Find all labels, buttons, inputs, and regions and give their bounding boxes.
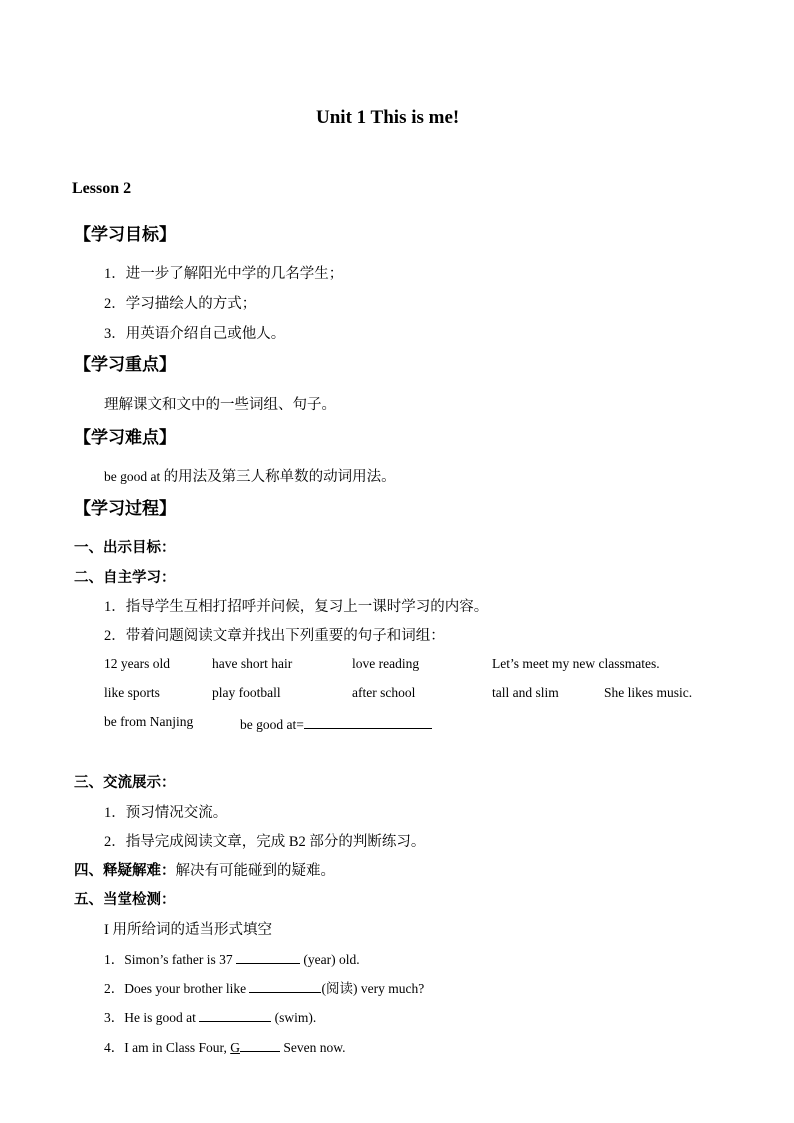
process-heading: 【学习过程】	[74, 499, 176, 518]
question-text: 1．Simon’s father is 37	[104, 952, 236, 967]
question-text: 4．I am in Class Four,	[104, 1040, 231, 1055]
phrase: be from Nanjing	[104, 714, 194, 729]
question-3	[104, 1006, 316, 1026]
difficulty-text	[104, 465, 396, 486]
question-text: (阅读) very much?	[321, 981, 425, 996]
objective-item: 1．进一步了解阳光中学的几名学生；	[104, 266, 344, 282]
difficulty-desc: 的用法及第三人称单数的动词用法。	[163, 469, 396, 485]
focus-text: 理解课文和文中的一些词组、句子。	[104, 397, 336, 413]
question-text: (year) old.	[300, 952, 360, 967]
answer-blank[interactable]	[199, 1007, 271, 1022]
difficulty-heading: 【学习难点】	[74, 428, 176, 447]
section-3-item: 1．预习情况交流。	[104, 805, 228, 821]
section-4-text: 解决有可能碰到的疑难。	[175, 863, 335, 879]
answer-blank[interactable]	[240, 1037, 280, 1052]
question-2	[104, 977, 424, 997]
phrase: tall and slim	[492, 685, 559, 700]
question-4	[104, 1036, 345, 1056]
phrase-fill	[240, 714, 432, 733]
phrase: play football	[212, 685, 281, 700]
section-2-item: 2．带着问题阅读文章并找出下列重要的句子和词组：	[104, 628, 445, 644]
question-text: 2．Does your brother like	[104, 981, 250, 996]
answer-blank[interactable]	[304, 714, 432, 729]
question-text: (swim).	[271, 1010, 317, 1025]
section-4	[74, 859, 335, 880]
phrase: be good at=	[240, 717, 304, 732]
doc-title: Unit 1 This is me!	[316, 107, 460, 128]
question-1	[104, 948, 360, 968]
phrase: like sports	[104, 685, 160, 700]
phrase: 12 years old	[104, 656, 170, 671]
phrase: She likes music.	[604, 685, 693, 700]
phrase: Let’s meet my new classmates.	[492, 656, 660, 671]
objectives-heading: 【学习目标】	[74, 225, 176, 244]
section-2-label: 二、自主学习：	[74, 570, 176, 586]
phrase: have short hair	[212, 656, 293, 671]
section-5-label: 五、当堂检测：	[74, 892, 176, 908]
answer-blank[interactable]	[236, 949, 300, 964]
section-3-item: 2．指导完成阅读文章，完成 B2 部分的判断练习。	[104, 834, 426, 850]
phrase: love reading	[352, 656, 420, 671]
question-text: 3．He is good at	[104, 1010, 200, 1025]
section-2-item: 1．指导学生互相打招呼并问候，复习上一课时学习的内容。	[104, 599, 489, 615]
focus-heading: 【学习重点】	[74, 355, 176, 374]
lesson-label: Lesson 2	[72, 180, 132, 197]
objective-item: 3．用英语介绍自己或他人。	[104, 326, 286, 342]
section-3-label: 三、交流展示：	[74, 775, 176, 791]
difficulty-phrase: be good at	[104, 469, 164, 484]
hint-letter: G	[230, 1040, 240, 1055]
section-4-label: 四、释疑解难：	[74, 863, 176, 879]
exercise-instruction: I 用所给词的适当形式填空	[104, 922, 272, 938]
objective-item: 2．学习描绘人的方式；	[104, 296, 257, 312]
question-text: Seven now.	[279, 1040, 346, 1055]
section-1-label: 一、出示目标：	[74, 540, 176, 556]
answer-blank[interactable]	[249, 978, 321, 993]
phrase: after school	[352, 685, 416, 700]
